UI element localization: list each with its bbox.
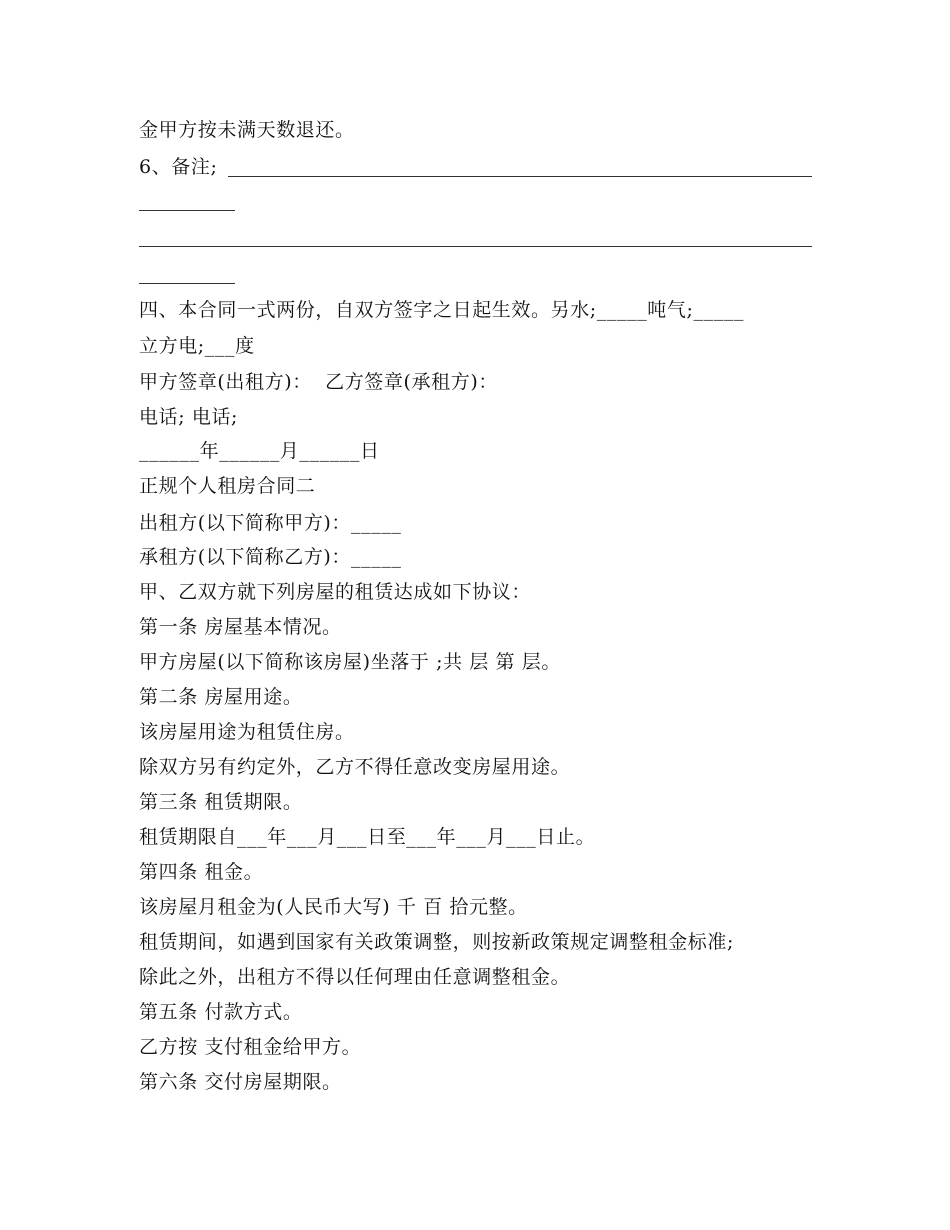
text-line: 甲、乙双方就下列房屋的租赁达成如下协议： bbox=[139, 581, 532, 603]
text-line: 乙方按 支付租金给甲方。 bbox=[139, 1036, 362, 1058]
remark-label: 6、备注; bbox=[139, 156, 218, 178]
blank-rule bbox=[139, 246, 812, 247]
text-line: 四、本合同一式两份，自双方签字之日起生效。另水;_____吨气;_____ bbox=[139, 299, 745, 321]
article-heading: 第五条 付款方式。 bbox=[139, 1001, 303, 1023]
text-line: 除双方另有约定外，乙方不得任意改变房屋用途。 bbox=[139, 756, 571, 778]
text-line: 租赁期限自___年___月___日至___年___月___日止。 bbox=[139, 826, 596, 848]
text-line: 除此之外，出租方不得以任何理由任意调整租金。 bbox=[139, 966, 571, 988]
date-line: ______年______月______日 bbox=[139, 440, 380, 462]
signature-labels: 甲方签章(出租方)： 乙方签章(承租方)： bbox=[139, 371, 498, 393]
contract-title: 正规个人租房合同二 bbox=[139, 475, 316, 497]
text-line: 金甲方按未满天数退还。 bbox=[139, 119, 355, 141]
blank-rule bbox=[139, 210, 235, 211]
article-heading: 第一条 房屋基本情况。 bbox=[139, 616, 342, 638]
article-heading: 第三条 租赁期限。 bbox=[139, 791, 303, 813]
text-line: 该房屋月租金为(人民币大写) 千 百 拾元整。 bbox=[139, 896, 528, 918]
text-line: 承租方(以下简称乙方)：_____ bbox=[139, 546, 402, 568]
text-line: 租赁期间，如遇到国家有关政策调整，则按新政策规定调整租金标准; bbox=[139, 931, 735, 953]
article-heading: 第四条 租金。 bbox=[139, 861, 264, 883]
text-line: 立方电;___度 bbox=[139, 335, 255, 357]
text-line: 该房屋用途为租赁住房。 bbox=[139, 721, 355, 743]
text-line: 甲方房屋(以下简称该房屋)坐落于 ;共 层 第 层。 bbox=[139, 651, 561, 673]
phone-labels: 电话; 电话; bbox=[139, 406, 239, 428]
blank-rule bbox=[228, 176, 812, 177]
article-heading: 第二条 房屋用途。 bbox=[139, 686, 303, 708]
article-heading: 第六条 交付房屋期限。 bbox=[139, 1071, 342, 1093]
blank-rule bbox=[139, 283, 235, 284]
text-line: 出租方(以下简称甲方)：_____ bbox=[139, 512, 402, 534]
